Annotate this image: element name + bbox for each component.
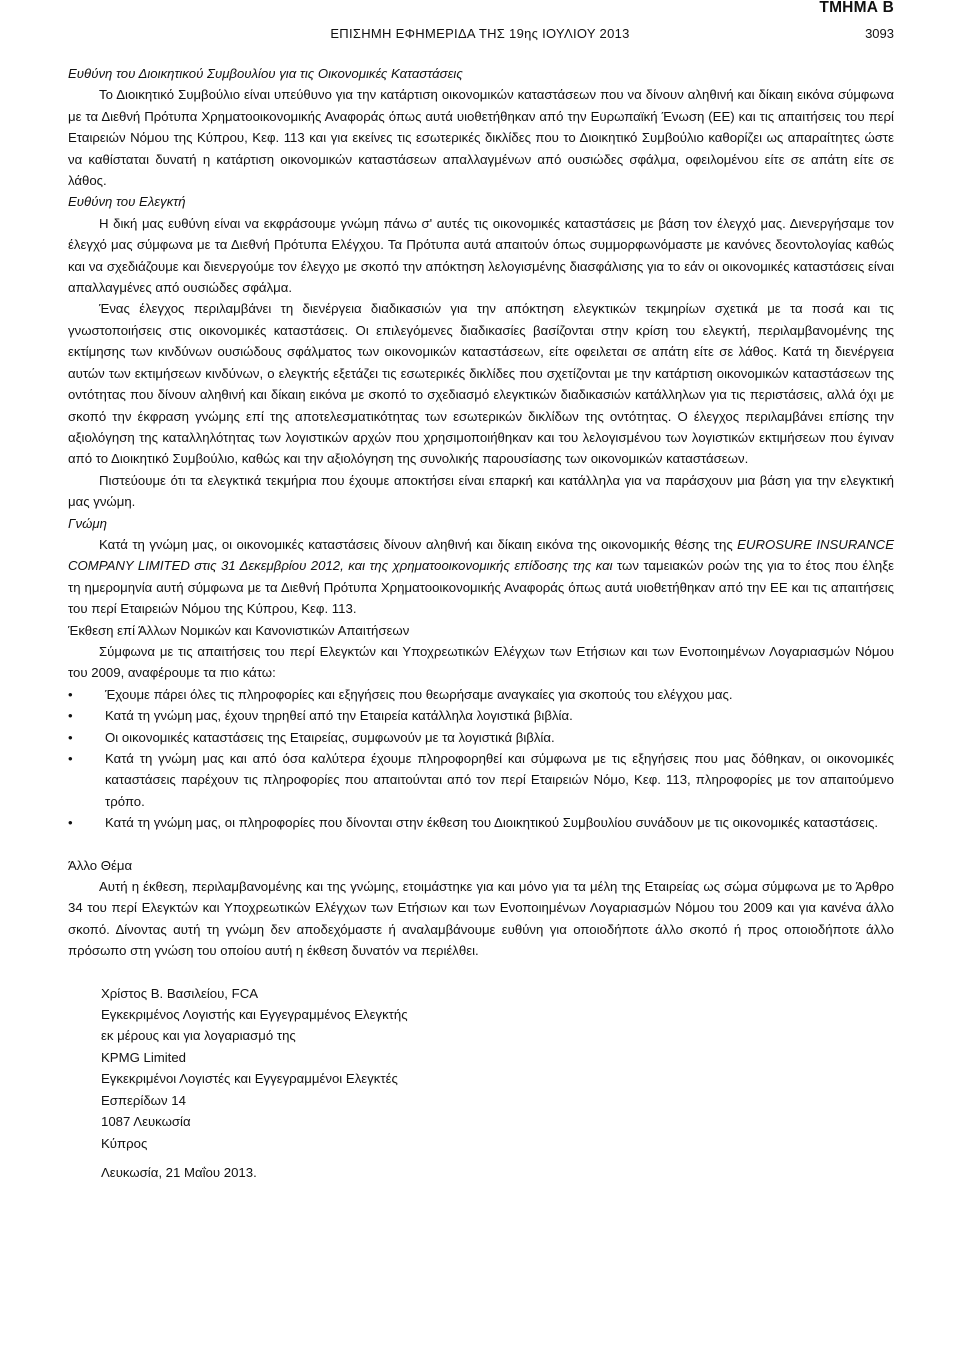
heading-legal-requirements: Έκθεση επί Άλλων Νομικών και Κανονιστικών Απαιτήσεων [68,622,410,638]
heading-auditor-responsibility: Ευθύνη του Ελεγκτή [68,194,186,210]
opinion-text-1: Κατά τη γνώμη μας, οι οικονομικές καταστάσεις δίνουν αληθινή και δίκαιη εικόνα της οικονομικής θέσης της [99,536,738,552]
list-item: • Κατά τη γνώμη μας, οι πληροφορίες που δίνονται στην έκθεση του Διοικητικού Συμβουλίου συνάδουν με τις οικονομικές καταστάσεις. [68,812,894,833]
signature-line: Εγκεκριμένοι Λογιστές και Εγγεγραμμένοι Ελεγκτές [101,1071,398,1087]
list-item: • Έχουμε πάρει όλες τις πληροφορίες και εξηγήσεις που θεωρήσαμε αναγκαίες για σκοπούς του ελέγχου μας. [68,684,894,705]
page-number: 3093 [865,26,894,41]
paragraph-auditor-2: Ένας έλεγχος περιλαμβάνει τη διενέργεια διαδικασιών για την απόκτηση ελεγκτικών τεκμηρίων σχετικά με τα ποσά και τις γνωστοποιήσεις στις οικονομικές καταστάσεις. Οι επιλεγόμενες διαδικασίες βασίζονται στην κρίση του ελεγκτή, περιλαμβανομένης της εκτίμησης των κινδύνων ουσιώδους σφάλματος των οικονομικών καταστάσεων, είτε οφειλεται σε απάτη είτε σε λάθος. Κατά τη διενέργεια αυτών των εκτιμήσεων κινδύνων, ο ελεγκτής εξετάζει τις εσωτερικές δικλίδες που σχετίζονται με την κατάρτιση οικονομικών καταστάσεων της οντότητας που δίνουν αληθινή και δίκαιη εικόνα με σκοπό το σχεδιασμό ελεγκτικών διαδικασιών κατάλληλων για τις περιστάσεις, αλλά όχι με σκοπό την έκφραση γνώμης επί της αποτελεσματικότητας των εσωτερικών δικλίδων της οντότητας. Ο έλεγχος περιλαμβάνει επίσης την αξιολόγηση της καταλληλότητας των λογιστικών αρχών που χρησιμοποιήθηκαν και του λελογισμένου των λογιστικών εκτιμήσεων που έγιναν από το Διοικητικό Συμβούλιο, καθώς και την αξιολόγηση της συνολικής παρουσίασης των οικονομικών καταστάσεων. [68,301,894,467]
signature-line: Χρίστος Β. Βασιλείου, FCA [101,985,259,1001]
paragraph-board-responsibility: Το Διοικητικό Συμβούλιο είναι υπεύθυνο για την κατάρτιση οικονομικών καταστάσεων που να δίνουν αληθινή και δίκαιη εικόνα σύμφωνα με τα Διεθνή Πρότυπα Χρηματοοικονομικής Αναφοράς όπως αυτά υιοθετήθηκαν από την Ευρωπαϊκή Ένωση (ΕΕ) και τις απαιτήσεις του περί Εταιρειών Νόμου της Κύπρου, Κεφ. 113 και για εκείνες τις εσωτερικές δικλίδες που το Διοικητικό Συμβούλιο καθορίζει ως απαραίτητες ώστε να καθίσταται δυνατή η κατάρτιση οικονομικών καταστάσεων απαλλαγμένων από ουσιώδες σφάλμα, οφειλομένου είτε σε απάτη είτε σε λάθος. [68,87,894,189]
signature-line: Εγκεκριμένος Λογιστής και Εγγεγραμμένος Ελεγκτής [101,1007,408,1023]
paragraph-auditor-3: Πιστεύουμε ότι τα ελεγκτικά τεκμήρια που έχουμε αποκτήσει είναι επαρκή και κατάλληλα για να παράσχουν μια βάση για την ελεγκτική μας γνώμη. [68,472,894,510]
signature-line: Εσπερίδων 14 [101,1092,186,1108]
signature-line: KPMG Limited [101,1049,187,1065]
signature-line: Κύπρος [101,1135,148,1151]
signature-line: εκ μέρους και για λογαριασμό της [101,1028,296,1044]
signature-line: 1087 Λευκωσία [101,1114,191,1130]
heading-opinion: Γνώμη [68,515,107,531]
paragraph-other-matter: Αυτή η έκθεση, περιλαμβανομένης και της γνώμης, ετοιμάστηκε για και μόνο για τα μέλη της Εταιρείας ως σώμα σύμφωνα με το Άρθρο 34 του περί Ελεγκτών και Υποχρεωτικών Ελέγχων των Ετήσιων και των Ενοποιημένων Λογαριασμών Νόμου του 2009 και για κανένα άλλο σκοπό. Δίνοντας αυτή τη γνώμη δεν αποδεχόμαστε ή αναλαμβάνουμε ευθύνη για οποιοδήποτε άλλο σκοπό ή προς οποιοδήποτε άλλο πρόσωπο στη γνώση του οποίου αυτή η έκθεση δυνατόν να περιέλθει. [68,879,894,959]
legal-bullet-list [68,684,894,834]
list-item: • Οι οικονομικές καταστάσεις της Εταιρείας, συμφωνούν με τα λογιστικά βιβλία. [68,727,894,748]
list-item: • Κατά τη γνώμη μας, έχουν τηρηθεί από την Εταιρεία κατάλληλα λογιστικά βιβλία. [68,705,894,726]
spacer [68,962,894,983]
section-label: ΤΜΗΜΑ Β [819,0,894,16]
heading-other-matter: Άλλο Θέμα [68,857,133,873]
paragraph-auditor-1: Η δική μας ευθύνη είναι να εκφράσουμε γνώμη πάνω σ' αυτές τις οικονομικές καταστάσεις με βάση τον έλεγχό μας. Διενεργήσαμε τον έλεγχό μας σύμφωνα με τα Διεθνή Πρότυπα Ελέγχου. Τα Πρότυπα αυτά απαιτούν όπως συμμορφωνόμαστε με κανόνες δεοντολογίας καθώς και να σχεδιάζουμε και διενεργούμε τον έλεγχο με σκοπό την απόκτηση λελογισμένης διασφάλισης για το εάν οι οικονομικές καταστάσεις είναι απαλλαγμένες από ουσιώδες σφάλμα. [68,215,894,296]
paragraph-legal: Σύμφωνα με τις απαιτήσεις του περί Ελεγκτών και Υποχρεωτικών Ελέγχων των Ετήσιων και των Ενοποιημένων Λογαριασμών Νόμου του 2009, αναφέρουμε τα πιο κάτω: [68,643,894,681]
date-line: Λευκωσία, 21 Μαΐου 2013. [101,1164,257,1180]
journal-title: ΕΠΙΣΗΜΗ ΕΦΗΜΕΡΙΔΑ ΤΗΣ 19ης ΙΟΥΛΙΟΥ 2013 [330,26,630,41]
spacer [68,834,894,855]
signature-block [68,983,894,1184]
heading-board-responsibility: Ευθύνη του Διοικητικού Συμβουλίου για τις Οικονομικές Καταστάσεις [68,66,463,81]
paragraph-opinion [68,534,894,620]
opinion-text-2: EUROSURE INSURANCE COMPANY LIMITED στις 31 Δεκεμβρίου 2012, και της χρηματοοικονομικής επίδοσης της και [68,536,894,574]
opinion-text-3: των ταμειακών ροών της για το έτος που έληξε τη ημερομηνία αυτή σύμφωνα με τα Διεθνή Πρότυπα Χρηματοοικονομικής Αναφοράς όπως αυτά υιοθετήθηκαν από την ΕΕ και τις απαιτήσεις του περί Εταιρειών Νόμου της Κύπρου, Κεφ. 113. [68,558,894,617]
list-item: • Κατά τη γνώμη μας και από όσα καλύτερα έχουμε πληροφορηθεί και σύμφωνα με τις εξηγήσεις που μας δόθηκαν, οι οικονομικές καταστάσεις παρέχουν τις πληροφορίες που απαιτούνται από τον περί Εταιρειών Νόμο, Κεφ. 113, πληροφορίες με τον απαιτούμενο τρόπο. [68,748,894,812]
spacer [101,1154,894,1162]
document-body [68,63,894,1183]
